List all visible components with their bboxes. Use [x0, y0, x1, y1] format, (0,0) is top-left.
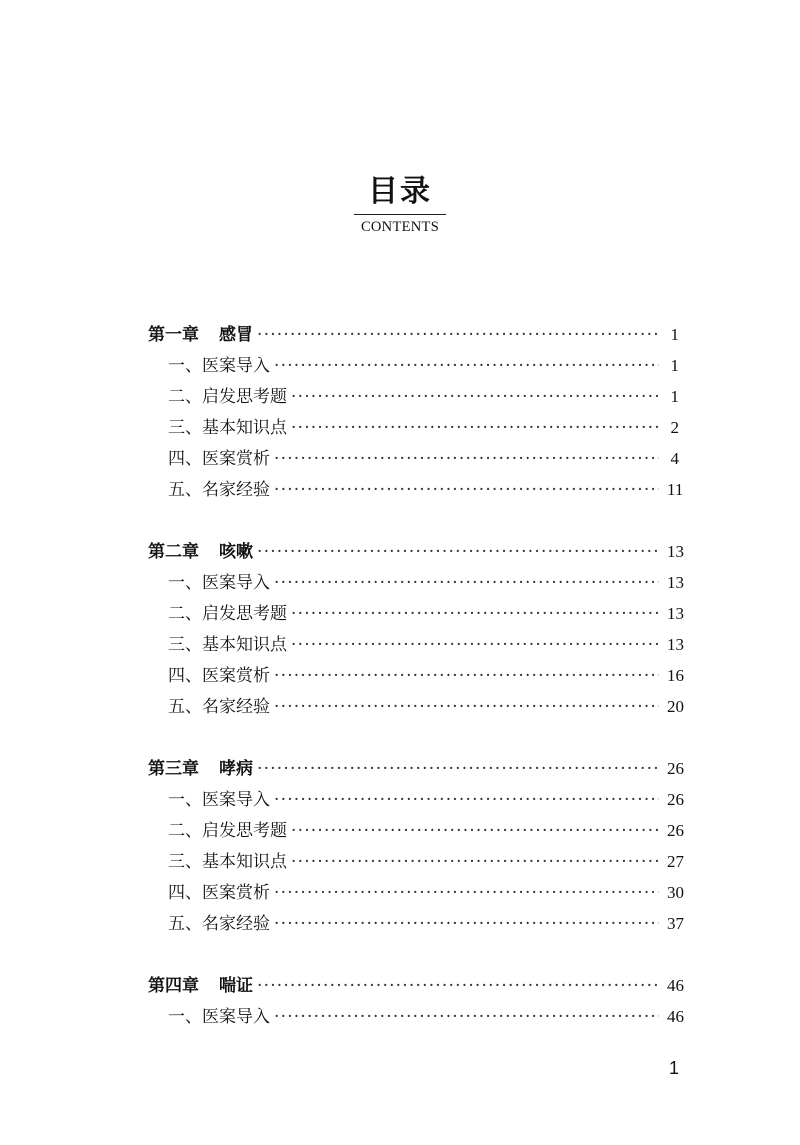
dot-leader — [257, 320, 659, 351]
section-title: 一、医案导入 — [168, 573, 270, 593]
dot-leader — [274, 661, 659, 692]
page-number: 16 — [667, 666, 684, 685]
page-number: 13 — [667, 573, 684, 592]
dot-leader — [274, 878, 659, 909]
section-title: 三、基本知识点 — [168, 418, 287, 438]
toc-section[interactable] — [148, 660, 684, 691]
dot-leader — [291, 413, 659, 444]
dot-leader — [274, 785, 659, 816]
toc-section[interactable] — [148, 629, 684, 660]
chapter-spacer — [148, 722, 679, 753]
toc-header — [0, 172, 800, 236]
chapter-spacer — [148, 939, 679, 970]
section-title: 三、基本知识点 — [168, 852, 287, 872]
toc-chapter-1[interactable] — [148, 319, 679, 350]
section-title: 四、医案赏析 — [168, 666, 270, 686]
page-number: 1 — [670, 356, 679, 375]
toc-section[interactable] — [148, 443, 679, 474]
chapter-label — [148, 320, 253, 351]
chapter-label — [148, 537, 253, 568]
page-subtitle: CONTENTS — [360, 219, 440, 235]
section-title: 三、基本知识点 — [168, 635, 287, 655]
page-title: 目录 — [368, 174, 432, 209]
toc-section[interactable] — [148, 567, 684, 598]
section-title: 二、启发思考题 — [168, 821, 287, 841]
page-number: 30 — [667, 883, 684, 902]
toc-section[interactable] — [148, 784, 684, 815]
dot-leader — [257, 754, 659, 785]
dot-leader — [291, 599, 659, 630]
toc-section[interactable] — [148, 412, 679, 443]
folio-page-number: 1 — [668, 1058, 679, 1078]
page-number: 13 — [667, 542, 684, 561]
dot-leader — [274, 444, 659, 475]
toc-section[interactable] — [148, 350, 679, 381]
chapter-spacer — [148, 505, 679, 536]
page-number: 11 — [667, 480, 684, 499]
dot-leader — [274, 351, 659, 382]
toc-section[interactable] — [148, 381, 679, 412]
table-of-contents — [148, 319, 684, 1032]
section-title: 一、医案导入 — [168, 790, 270, 810]
dot-leader — [291, 630, 659, 661]
page-number: 46 — [667, 1007, 684, 1026]
section-title: 五、名家经验 — [168, 480, 270, 500]
title-underline — [354, 214, 446, 215]
dot-leader — [274, 475, 659, 506]
page-number: 1 — [670, 325, 679, 344]
dot-leader — [274, 692, 659, 723]
dot-leader — [257, 971, 659, 1002]
page-number: 20 — [667, 697, 684, 716]
page-number: 26 — [667, 790, 684, 809]
toc-chapter-2[interactable] — [148, 536, 684, 567]
section-title: 二、启发思考题 — [168, 387, 287, 407]
toc-section[interactable] — [148, 908, 684, 939]
section-title: 四、医案赏析 — [168, 449, 270, 469]
toc-section[interactable] — [148, 474, 684, 505]
chapter-number: 第一章 — [148, 325, 199, 345]
page-number: 4 — [670, 449, 679, 468]
toc-chapter-4[interactable] — [148, 970, 684, 1001]
chapter-number: 第三章 — [148, 759, 199, 779]
toc-section[interactable] — [148, 1001, 684, 1032]
dot-leader — [274, 1002, 659, 1033]
page-number: 1 — [670, 387, 679, 406]
page-number: 26 — [667, 821, 684, 840]
chapter-number: 第四章 — [148, 976, 199, 996]
section-title: 一、医案导入 — [168, 356, 270, 376]
dot-leader — [291, 847, 659, 878]
page-number: 13 — [667, 604, 684, 623]
chapter-label — [148, 754, 253, 785]
page-number: 2 — [670, 418, 679, 437]
page-number: 26 — [667, 759, 684, 778]
toc-section[interactable] — [148, 815, 684, 846]
chapter-title: 喘证 — [219, 976, 253, 996]
dot-leader — [274, 909, 659, 940]
page-number: 37 — [667, 914, 684, 933]
dot-leader — [257, 537, 659, 568]
chapter-title: 感冒 — [219, 325, 253, 345]
section-title: 一、医案导入 — [168, 1007, 270, 1027]
toc-section[interactable] — [148, 877, 684, 908]
toc-section[interactable] — [148, 691, 684, 722]
dot-leader — [274, 568, 659, 599]
toc-section[interactable] — [148, 598, 684, 629]
toc-section[interactable] — [148, 846, 684, 877]
section-title: 四、医案赏析 — [168, 883, 270, 903]
page-number: 27 — [667, 852, 684, 871]
toc-chapter-3[interactable] — [148, 753, 684, 784]
dot-leader — [291, 382, 659, 413]
chapter-title: 咳嗽 — [219, 542, 253, 562]
chapter-number: 第二章 — [148, 542, 199, 562]
chapter-label — [148, 971, 253, 1002]
chapter-title: 哮病 — [219, 759, 253, 779]
dot-leader — [291, 816, 659, 847]
section-title: 二、启发思考题 — [168, 604, 287, 624]
section-title: 五、名家经验 — [168, 697, 270, 717]
page-number: 46 — [667, 976, 684, 995]
page-number: 13 — [667, 635, 684, 654]
section-title: 五、名家经验 — [168, 914, 270, 934]
